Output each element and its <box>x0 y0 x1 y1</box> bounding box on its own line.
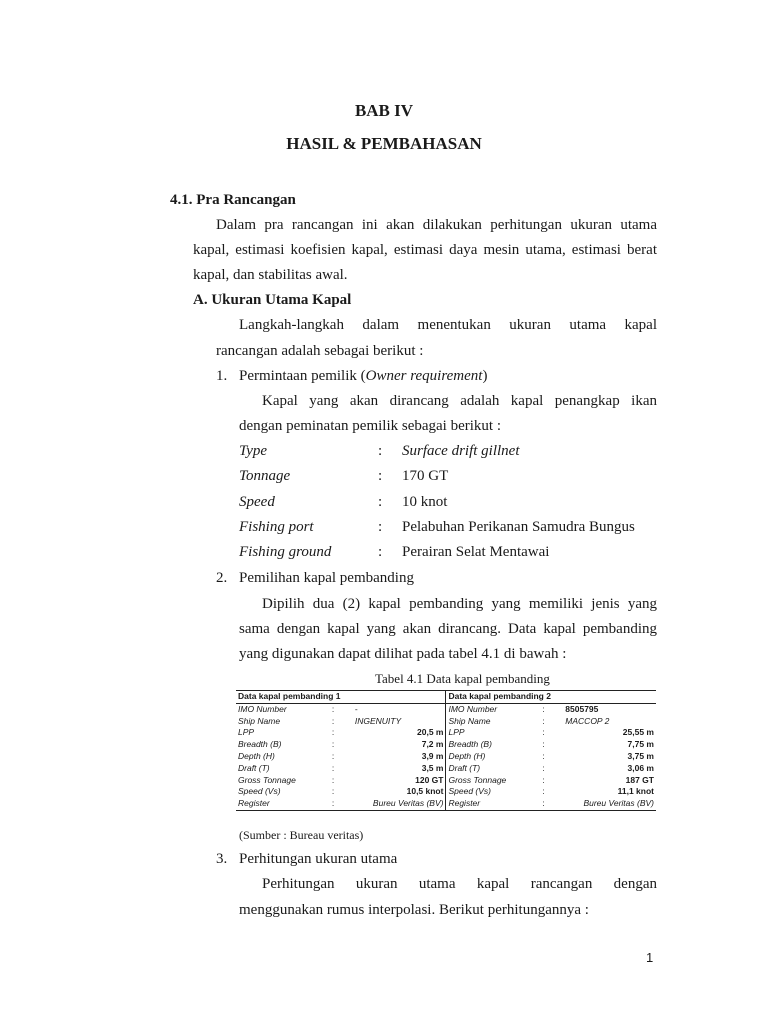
table-row <box>236 775 656 787</box>
req-label-tonnage: Tonnage <box>239 468 291 484</box>
table-row <box>236 703 656 715</box>
colon: : <box>540 798 561 810</box>
item-3-number: 3. <box>216 851 228 867</box>
table-header-row <box>236 691 656 704</box>
ship2-label: Speed (Vs) <box>448 786 491 797</box>
item-2-line-1: Dipilih dua (2) kapal pembanding yang memiliki jenis yang <box>262 596 657 612</box>
item-1-title: Permintaan pemilik (Owner requirement) <box>239 368 488 384</box>
req-value-fishing-ground: Perairan Selat Mentawai <box>402 544 550 560</box>
item-3-title: Perhitungan ukuran utama <box>239 851 398 867</box>
colon: : <box>542 786 545 797</box>
colon: : <box>542 750 545 761</box>
ship2-value: 8505795 <box>565 703 599 714</box>
table-row <box>236 798 656 810</box>
ship1-label: Depth (H) <box>238 750 275 761</box>
req-colon: : <box>378 494 383 510</box>
ship2-value: 3,75 m <box>627 750 654 761</box>
ship2-value: 11,1 knot <box>617 786 654 797</box>
ship2-value: 7,75 m <box>627 739 654 750</box>
req-value-speed: 10 knot <box>402 494 448 510</box>
item-3-line-1: Perhitungan ukuran utama kapal rancangan dengan <box>262 876 657 892</box>
ship1-value: - <box>351 703 446 715</box>
table-row <box>236 786 656 798</box>
colon: : <box>331 727 335 738</box>
ship2-value: MACCOP 2 <box>565 715 610 726</box>
colon: : <box>542 727 545 738</box>
subsection-a-line-1: Langkah-langkah dalam menentukan ukuran utama kapal <box>239 317 657 333</box>
colon: : <box>542 774 545 785</box>
ship1-value: 120 GT <box>351 775 446 787</box>
intro-line-1: Dalam pra rancangan ini akan dilakukan perhitungan ukuran utama <box>216 217 657 233</box>
ship1-label: Gross Tonnage <box>238 774 296 785</box>
table-row <box>236 716 656 728</box>
colon: : <box>331 786 335 797</box>
page-number: 1 <box>646 950 654 965</box>
req-value-tonnage: 170 GT <box>402 468 449 484</box>
item-2-line-3: yang digunakan dapat dilihat pada tabel 4.1 di bawah : <box>239 646 567 662</box>
req-value-type: Surface drift gillnet <box>402 443 520 459</box>
ship1-value: INGENUITY <box>351 716 446 728</box>
req-label-speed: Speed <box>239 494 275 510</box>
ship1-value: 3,9 m <box>351 751 446 763</box>
table-caption: Tabel 4.1 Data kapal pembanding <box>375 671 550 686</box>
ship2-label: IMO Number <box>448 703 498 714</box>
ship2-label: Gross Tonnage <box>448 774 507 785</box>
ship1-label: Register <box>236 798 330 810</box>
table-header-ship-2: Data kapal pembanding 2 <box>446 691 656 704</box>
colon: : <box>331 703 335 714</box>
ship2-value: 25,55 m <box>622 727 654 738</box>
req-colon: : <box>378 443 383 459</box>
item-1-number: 1. <box>216 368 228 384</box>
ship1-value: 10,5 knot <box>351 786 446 798</box>
ship1-label: IMO Number <box>238 703 287 714</box>
colon: : <box>330 798 351 810</box>
ship2-value: 3,06 m <box>627 762 654 773</box>
colon: : <box>331 774 335 785</box>
req-label-type: Type <box>239 443 268 459</box>
subsection-a-line-2: rancangan adalah sebagai berikut : <box>216 343 424 359</box>
table-row <box>236 763 656 775</box>
comparison-ship-table <box>236 690 656 811</box>
chapter-title: HASIL & PEMBAHASAN <box>286 134 482 153</box>
ship1-value: 3,5 m <box>351 763 446 775</box>
item-2-title: Pemilihan kapal pembanding <box>239 570 414 586</box>
req-label-fishing-port: Fishing port <box>239 519 314 535</box>
table-source: (Sumber : Bureau veritas) <box>239 828 364 842</box>
colon: : <box>331 762 335 773</box>
table-row <box>236 727 656 739</box>
table-row <box>236 739 656 751</box>
colon: : <box>542 739 545 750</box>
ship1-value: 7,2 m <box>351 739 446 751</box>
ship1-label: Speed (Vs) <box>238 786 281 797</box>
req-colon: : <box>378 519 383 535</box>
colon: : <box>331 739 335 750</box>
item-1-line-2: dengan peminatan pemilik sebagai berikut : <box>239 418 502 434</box>
table-row <box>236 751 656 763</box>
item-2-line-2: sama dengan kapal yang akan dirancang. Data kapal pembanding <box>239 621 657 637</box>
table-header-ship-1: Data kapal pembanding 1 <box>236 691 446 704</box>
ship1-label: LPP <box>238 727 255 738</box>
ship2-label: Ship Name <box>448 715 491 726</box>
colon: : <box>331 715 335 726</box>
colon: : <box>542 762 545 773</box>
ship2-label: LPP <box>448 727 465 738</box>
item-3-line-2: menggunakan rumus interpolasi. Berikut perhitungannya : <box>239 902 589 918</box>
ship2-label: Draft (T) <box>448 762 481 773</box>
intro-line-3: kapal, dan stabilitas awal. <box>193 267 348 283</box>
colon: : <box>542 715 545 726</box>
colon: : <box>331 750 335 761</box>
intro-line-2: kapal, estimasi koefisien kapal, estimasi daya mesin utama, estimasi berat <box>193 242 657 258</box>
ship1-label: Breadth (B) <box>238 739 282 750</box>
subsection-a-heading: A. Ukuran Utama Kapal <box>193 292 352 308</box>
section-heading: 4.1. Pra Rancangan <box>170 192 296 208</box>
chapter-number: BAB IV <box>354 101 414 120</box>
ship1-label: Ship Name <box>238 715 281 726</box>
ship1-value: Bureu Veritas (BV) <box>351 798 446 810</box>
req-colon: : <box>378 468 383 484</box>
ship2-value: Bureu Veritas (BV) <box>561 798 656 810</box>
item-1-line-1: Kapal yang akan dirancang adalah kapal penangkap ikan <box>262 393 657 409</box>
req-colon: : <box>378 544 383 560</box>
colon: : <box>542 703 545 714</box>
req-label-fishing-ground: Fishing ground <box>239 544 332 560</box>
ship1-label: Draft (T) <box>238 762 270 773</box>
req-value-fishing-port: Pelabuhan Perikanan Samudra Bungus <box>402 519 635 535</box>
ship1-value: 20,5 m <box>351 727 446 739</box>
item-2-number: 2. <box>216 570 228 586</box>
ship2-label: Breadth (B) <box>448 739 492 750</box>
ship2-label: Depth (H) <box>448 750 486 761</box>
ship2-value: 187 GT <box>625 774 654 785</box>
ship2-label: Register <box>446 798 540 810</box>
